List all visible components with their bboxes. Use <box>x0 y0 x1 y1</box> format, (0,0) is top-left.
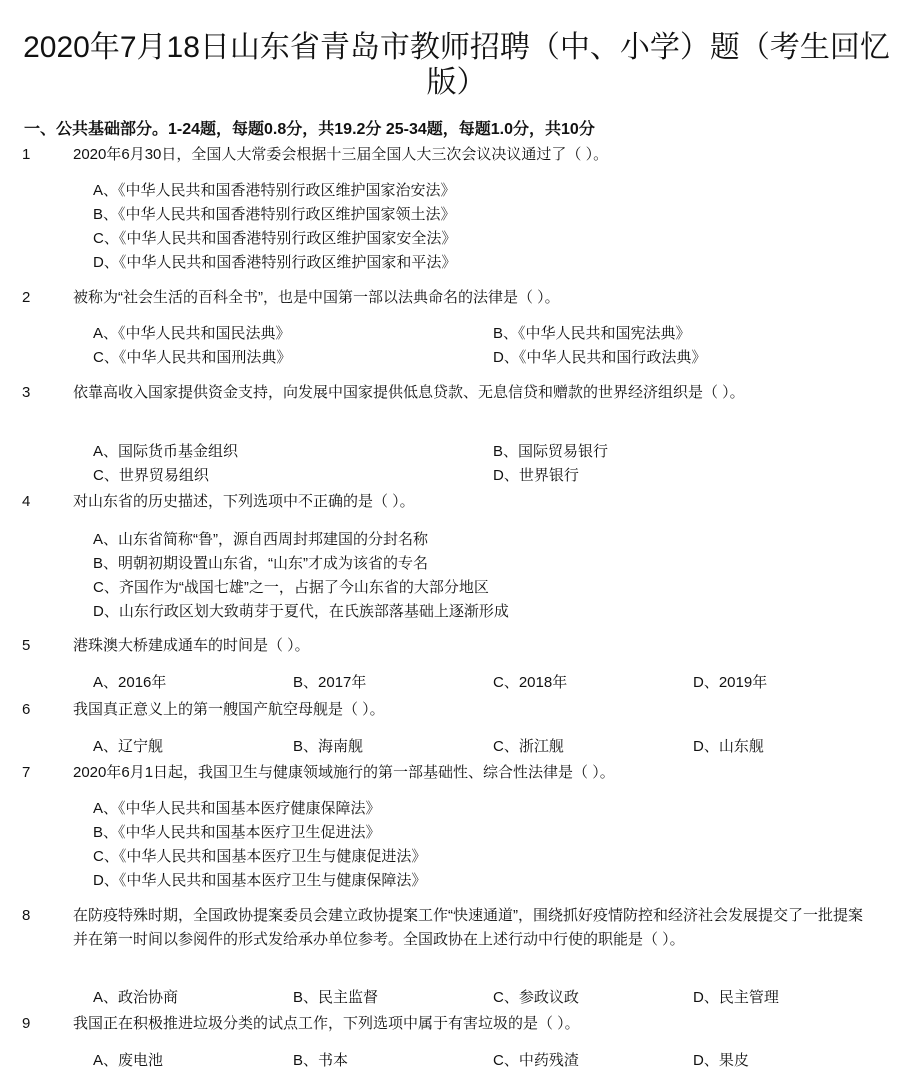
option-a: A、山东省简称“鲁”，源自西周封邦建国的分封名称 <box>93 531 428 548</box>
option-d: D、民主管理 <box>693 989 779 1006</box>
option-c: C、世界贸易组织 <box>93 467 209 484</box>
option-d: D、《中华人民共和国行政法典》 <box>493 349 707 366</box>
question-text: 2020年6月1日起，我国卫生与健康领域施行的第一部基础性、综合性法律是（ ）。 <box>73 764 615 781</box>
question-text: 被称为“社会生活的百科全书”，也是中国第一部以法典命名的法律是（ ）。 <box>73 289 560 306</box>
question-number: 5 <box>22 637 31 654</box>
option-d: D、山东舰 <box>693 738 764 755</box>
option-d: D、2019年 <box>693 674 768 691</box>
option-a: A、废电池 <box>93 1052 164 1069</box>
option-a: A、辽宁舰 <box>93 738 164 755</box>
question-number: 6 <box>22 701 31 718</box>
options-6 <box>93 735 893 759</box>
option-b: B、《中华人民共和国宪法典》 <box>493 325 691 342</box>
section-heading: 一、公共基础部分。1-24题，每题0.8分，共19.2分 25-34题，每题1.0分，共10分 <box>24 121 595 138</box>
option-c: C、浙江舰 <box>493 738 564 755</box>
question-number: 2 <box>22 289 31 306</box>
option-a: A、2016年 <box>93 674 167 691</box>
option-d: D、《中华人民共和国基本医疗卫生与健康保障法》 <box>93 872 427 889</box>
question-number: 8 <box>22 907 31 924</box>
options-8 <box>93 986 893 1010</box>
option-a: A、《中华人民共和国香港特别行政区维护国家治安法》 <box>93 182 456 199</box>
question-text: 对山东省的历史描述，下列选项中不正确的是（ ）。 <box>73 493 415 510</box>
option-c: C、《中华人民共和国基本医疗卫生与健康促进法》 <box>93 848 427 865</box>
question-text: 在防疫特殊时期，全国政协提案委员会建立政协提案工作“快速通道”，围绕抓好疫情防控和经济社会发展提交了一批提案并在第一时间以参阅件的形式发给承办单位参考。全国政协在上述行动中行使的职能是（ ）。 <box>73 907 863 948</box>
option-a: A、政治协商 <box>93 989 179 1006</box>
option-b: B、《中华人民共和国基本医疗卫生促进法》 <box>93 824 381 841</box>
question-number: 7 <box>22 764 31 781</box>
question-number: 9 <box>22 1015 31 1032</box>
option-a: A、《中华人民共和国基本医疗健康保障法》 <box>93 800 381 817</box>
option-b: B、《中华人民共和国香港特别行政区维护国家领土法》 <box>93 206 456 223</box>
question-text: 港珠澳大桥建成通车的时间是（ ）。 <box>73 637 310 654</box>
options-3 <box>93 440 893 488</box>
option-b: B、民主监督 <box>293 989 379 1006</box>
options-1 <box>93 179 893 275</box>
question-number: 4 <box>22 493 31 510</box>
options-7 <box>93 797 893 893</box>
option-c: C、2018年 <box>493 674 568 691</box>
option-b: B、明朝初期设置山东省，“山东”才成为该省的专名 <box>93 555 428 572</box>
option-a: A、《中华人民共和国民法典》 <box>93 325 291 342</box>
option-c: C、齐国作为“战国七雄”之一，占据了今山东省的大部分地区 <box>93 579 489 596</box>
option-d: D、山东行政区划大致萌芽于夏代，在氏族部落基础上逐渐形成 <box>93 603 509 620</box>
option-b: B、书本 <box>293 1052 349 1069</box>
question-text: 依靠高收入国家提供资金支持，向发展中国家提供低息贷款、无息信贷和赠款的世界经济组织是（ ）。 <box>73 384 745 401</box>
options-2 <box>93 322 893 370</box>
option-c: C、参政议政 <box>493 989 579 1006</box>
option-d: D、《中华人民共和国香港特别行政区维护国家和平法》 <box>93 254 457 271</box>
option-a: A、国际货币基金组织 <box>93 443 239 460</box>
option-b: B、2017年 <box>293 674 367 691</box>
options-5 <box>93 671 893 695</box>
option-d: D、果皮 <box>693 1052 749 1069</box>
options-9 <box>93 1049 893 1073</box>
option-b: B、国际贸易银行 <box>493 443 609 460</box>
options-4 <box>93 528 893 624</box>
option-c: C、中药残渣 <box>493 1052 579 1069</box>
option-b: B、海南舰 <box>293 738 364 755</box>
question-number: 3 <box>22 384 31 401</box>
question-text: 我国正在积极推进垃圾分类的试点工作，下列选项中属于有害垃圾的是（ ）。 <box>73 1015 580 1032</box>
page-title: 2020年7月18日山东省青岛市教师招聘（中、小学）题（考生回忆版） <box>23 31 890 99</box>
question-text: 我国真正意义上的第一艘国产航空母舰是（ ）。 <box>73 701 385 718</box>
question-number: 1 <box>22 146 31 163</box>
option-d: D、世界银行 <box>493 467 579 484</box>
question-text: 2020年6月30日，全国人大常委会根据十三届全国人大三次会议决议通过了（ ）。 <box>73 146 609 163</box>
option-c: C、《中华人民共和国刑法典》 <box>93 349 292 366</box>
option-c: C、《中华人民共和国香港特别行政区维护国家安全法》 <box>93 230 457 247</box>
